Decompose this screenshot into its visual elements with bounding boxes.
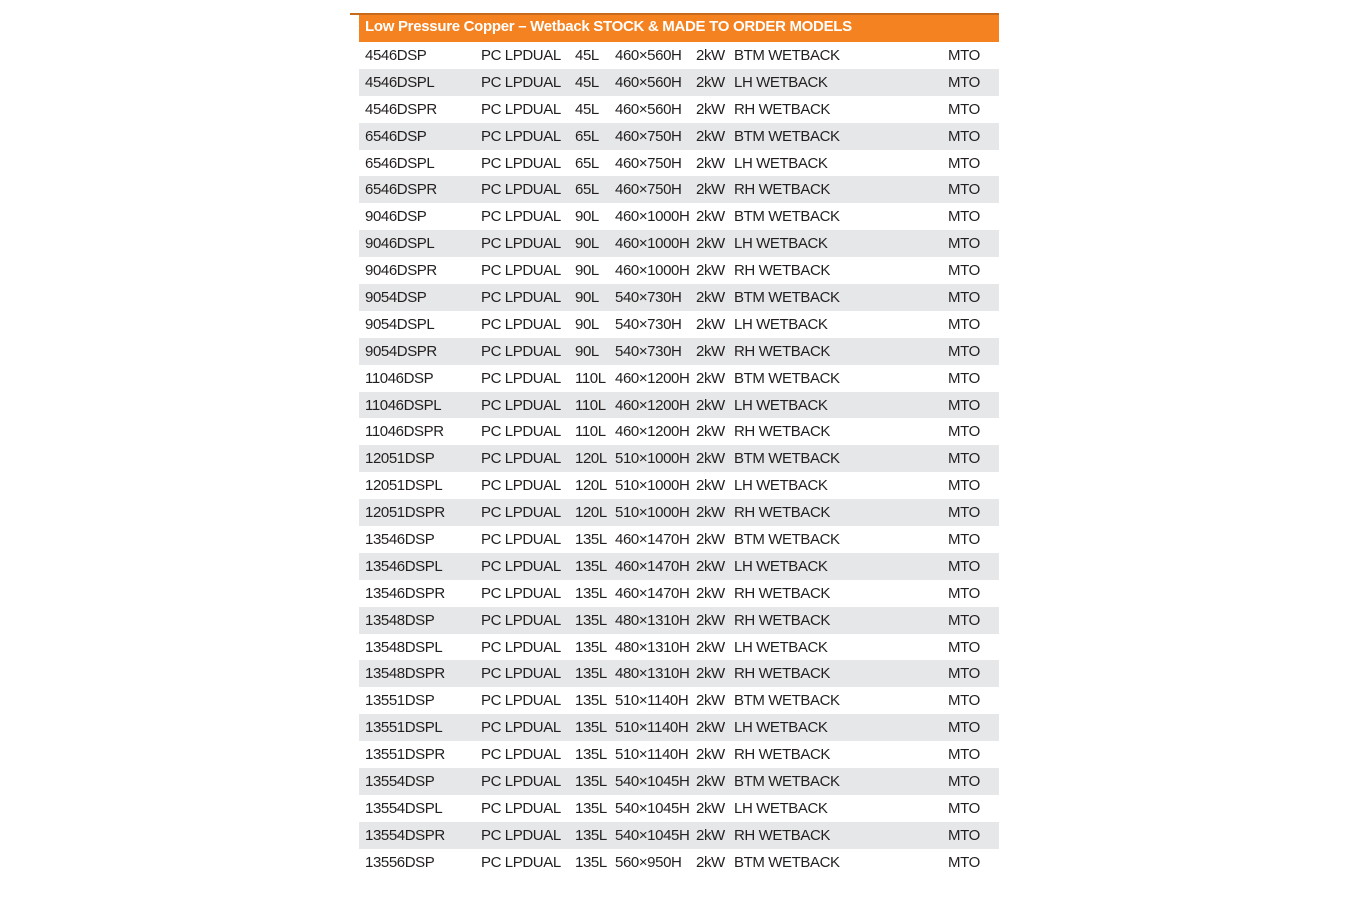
type-cell: LH WETBACK: [734, 315, 828, 333]
capacity-cell: 45L: [575, 73, 599, 91]
availability-cell: MTO: [948, 181, 980, 199]
model-cell: 13551DSPR: [365, 746, 445, 764]
dimensions-cell: 460×560H: [615, 73, 682, 91]
table-row: [359, 499, 999, 526]
dimensions-cell: 460×1470H: [615, 584, 690, 602]
type-cell: RH WETBACK: [734, 826, 831, 844]
power-cell: 2kW: [696, 638, 725, 656]
table-row: [359, 472, 999, 499]
series-cell: PC LPDUAL: [481, 746, 561, 764]
table-row: [359, 795, 999, 822]
availability-cell: MTO: [948, 853, 980, 871]
model-cell: 13556DSP: [365, 853, 435, 871]
table-row: [359, 553, 999, 580]
availability-cell: MTO: [948, 423, 980, 441]
dimensions-cell: 460×1000H: [615, 208, 690, 226]
series-cell: PC LPDUAL: [481, 504, 561, 522]
series-cell: PC LPDUAL: [481, 342, 561, 360]
capacity-cell: 90L: [575, 315, 599, 333]
power-cell: 2kW: [696, 181, 725, 199]
availability-cell: MTO: [948, 477, 980, 495]
table-row: [359, 822, 999, 849]
series-cell: PC LPDUAL: [481, 826, 561, 844]
type-cell: LH WETBACK: [734, 73, 828, 91]
availability-cell: MTO: [948, 262, 980, 280]
table-row: [359, 607, 999, 634]
series-cell: PC LPDUAL: [481, 154, 561, 172]
dimensions-cell: 460×1000H: [615, 262, 690, 280]
table-row: [359, 714, 999, 741]
table-body: [359, 42, 999, 876]
dimensions-cell: 480×1310H: [615, 611, 690, 629]
capacity-cell: 135L: [575, 773, 607, 791]
model-cell: 12051DSPR: [365, 504, 445, 522]
capacity-cell: 135L: [575, 826, 607, 844]
power-cell: 2kW: [696, 504, 725, 522]
model-cell: 9046DSP: [365, 208, 427, 226]
model-cell: 9046DSPR: [365, 262, 437, 280]
table-row: [359, 849, 999, 876]
dimensions-cell: 540×730H: [615, 342, 682, 360]
table-row: [359, 634, 999, 661]
capacity-cell: 90L: [575, 235, 599, 253]
capacity-cell: 135L: [575, 611, 607, 629]
type-cell: BTM WETBACK: [734, 531, 840, 549]
series-cell: PC LPDUAL: [481, 73, 561, 91]
availability-cell: MTO: [948, 584, 980, 602]
series-cell: PC LPDUAL: [481, 450, 561, 468]
model-cell: 13546DSP: [365, 531, 435, 549]
table-row: [359, 526, 999, 553]
model-cell: 13548DSP: [365, 611, 435, 629]
power-cell: 2kW: [696, 396, 725, 414]
dimensions-cell: 510×1140H: [615, 719, 689, 737]
availability-cell: MTO: [948, 611, 980, 629]
power-cell: 2kW: [696, 315, 725, 333]
series-cell: PC LPDUAL: [481, 531, 561, 549]
power-cell: 2kW: [696, 665, 725, 683]
series-cell: PC LPDUAL: [481, 235, 561, 253]
capacity-cell: 135L: [575, 531, 607, 549]
capacity-cell: 135L: [575, 853, 607, 871]
availability-cell: MTO: [948, 531, 980, 549]
availability-cell: MTO: [948, 773, 980, 791]
availability-cell: MTO: [948, 504, 980, 522]
series-cell: PC LPDUAL: [481, 557, 561, 575]
series-cell: PC LPDUAL: [481, 423, 561, 441]
model-cell: 11046DSPL: [365, 396, 442, 414]
power-cell: 2kW: [696, 477, 725, 495]
capacity-cell: 65L: [575, 127, 599, 145]
dimensions-cell: 460×1200H: [615, 369, 690, 387]
power-cell: 2kW: [696, 100, 725, 118]
availability-cell: MTO: [948, 638, 980, 656]
table-row: [359, 123, 999, 150]
availability-cell: MTO: [948, 396, 980, 414]
series-cell: PC LPDUAL: [481, 396, 561, 414]
series-cell: PC LPDUAL: [481, 289, 561, 307]
table-row: [359, 42, 999, 69]
availability-cell: MTO: [948, 557, 980, 575]
availability-cell: MTO: [948, 127, 980, 145]
table-row: [359, 176, 999, 203]
header-edge: [350, 15, 359, 42]
availability-cell: MTO: [948, 665, 980, 683]
type-cell: LH WETBACK: [734, 477, 828, 495]
type-cell: LH WETBACK: [734, 799, 828, 817]
type-cell: BTM WETBACK: [734, 853, 840, 871]
table-row: [359, 96, 999, 123]
dimensions-cell: 480×1310H: [615, 638, 690, 656]
type-cell: LH WETBACK: [734, 557, 828, 575]
capacity-cell: 135L: [575, 665, 607, 683]
table-row: [359, 580, 999, 607]
type-cell: RH WETBACK: [734, 423, 831, 441]
capacity-cell: 135L: [575, 746, 607, 764]
series-cell: PC LPDUAL: [481, 638, 561, 656]
model-cell: 11046DSPR: [365, 423, 444, 441]
dimensions-cell: 460×1470H: [615, 557, 690, 575]
availability-cell: MTO: [948, 369, 980, 387]
series-cell: PC LPDUAL: [481, 853, 561, 871]
table-row: [359, 203, 999, 230]
table-header: [350, 13, 999, 42]
type-cell: BTM WETBACK: [734, 289, 840, 307]
model-cell: 13548DSPL: [365, 638, 443, 656]
series-cell: PC LPDUAL: [481, 47, 561, 64]
model-cell: 13546DSPR: [365, 584, 445, 602]
availability-cell: MTO: [948, 450, 980, 468]
table-row: [359, 311, 999, 338]
power-cell: 2kW: [696, 773, 725, 791]
table-row: [359, 445, 999, 472]
capacity-cell: 110L: [575, 369, 606, 387]
capacity-cell: 135L: [575, 799, 607, 817]
type-cell: RH WETBACK: [734, 504, 831, 522]
power-cell: 2kW: [696, 262, 725, 280]
model-cell: 9054DSPL: [365, 315, 435, 333]
dimensions-cell: 540×730H: [615, 315, 682, 333]
product-table: [350, 13, 999, 876]
model-cell: 13554DSPL: [365, 799, 443, 817]
power-cell: 2kW: [696, 342, 725, 360]
model-cell: 13554DSPR: [365, 826, 445, 844]
table-row: [359, 687, 999, 714]
series-cell: PC LPDUAL: [481, 584, 561, 602]
capacity-cell: 90L: [575, 289, 599, 307]
table-row: [359, 257, 999, 284]
power-cell: 2kW: [696, 531, 725, 549]
type-cell: RH WETBACK: [734, 181, 831, 199]
type-cell: LH WETBACK: [734, 154, 828, 172]
model-cell: 11046DSP: [365, 369, 434, 387]
capacity-cell: 120L: [575, 477, 607, 495]
series-cell: PC LPDUAL: [481, 100, 561, 118]
dimensions-cell: 460×750H: [615, 127, 682, 145]
table-row: [359, 69, 999, 96]
dimensions-cell: 560×950H: [615, 853, 682, 871]
series-cell: PC LPDUAL: [481, 208, 561, 226]
model-cell: 13546DSPL: [365, 557, 443, 575]
power-cell: 2kW: [696, 799, 725, 817]
capacity-cell: 120L: [575, 504, 607, 522]
capacity-cell: 135L: [575, 719, 607, 737]
series-cell: PC LPDUAL: [481, 477, 561, 495]
capacity-cell: 90L: [575, 342, 599, 360]
dimensions-cell: 460×750H: [615, 181, 682, 199]
type-cell: BTM WETBACK: [734, 369, 840, 387]
power-cell: 2kW: [696, 826, 725, 844]
model-cell: 13551DSP: [365, 692, 435, 710]
model-cell: 9054DSP: [365, 289, 427, 307]
series-cell: PC LPDUAL: [481, 773, 561, 791]
availability-cell: MTO: [948, 826, 980, 844]
table-row: [359, 230, 999, 257]
type-cell: RH WETBACK: [734, 611, 831, 629]
type-cell: BTM WETBACK: [734, 692, 840, 710]
availability-cell: MTO: [948, 719, 980, 737]
dimensions-cell: 460×1200H: [615, 396, 690, 414]
model-cell: 9046DSPL: [365, 235, 435, 253]
capacity-cell: 110L: [575, 396, 606, 414]
power-cell: 2kW: [696, 208, 725, 226]
series-cell: PC LPDUAL: [481, 181, 561, 199]
power-cell: 2kW: [696, 746, 725, 764]
power-cell: 2kW: [696, 611, 725, 629]
power-cell: 2kW: [696, 557, 725, 575]
power-cell: 2kW: [696, 235, 725, 253]
dimensions-cell: 510×1140H: [615, 746, 689, 764]
availability-cell: MTO: [948, 692, 980, 710]
model-cell: 13554DSP: [365, 773, 435, 791]
dimensions-cell: 460×1000H: [615, 235, 690, 253]
series-cell: PC LPDUAL: [481, 262, 561, 280]
capacity-cell: 135L: [575, 692, 607, 710]
table-row: [359, 365, 999, 392]
availability-cell: MTO: [948, 154, 980, 172]
power-cell: 2kW: [696, 127, 725, 145]
power-cell: 2kW: [696, 369, 725, 387]
capacity-cell: 110L: [575, 423, 606, 441]
series-cell: PC LPDUAL: [481, 127, 561, 145]
capacity-cell: 135L: [575, 557, 607, 575]
dimensions-cell: 540×1045H: [615, 799, 690, 817]
capacity-cell: 65L: [575, 181, 599, 199]
dimensions-cell: 510×1000H: [615, 450, 690, 468]
power-cell: 2kW: [696, 719, 725, 737]
type-cell: BTM WETBACK: [734, 450, 840, 468]
type-cell: RH WETBACK: [734, 665, 831, 683]
type-cell: BTM WETBACK: [734, 773, 840, 791]
series-cell: PC LPDUAL: [481, 665, 561, 683]
dimensions-cell: 460×560H: [615, 100, 682, 118]
model-cell: 4546DSPL: [365, 73, 435, 91]
table-row: [359, 392, 999, 419]
availability-cell: MTO: [948, 746, 980, 764]
availability-cell: MTO: [948, 799, 980, 817]
table-row: [359, 660, 999, 687]
type-cell: BTM WETBACK: [734, 47, 840, 64]
capacity-cell: 45L: [575, 47, 599, 64]
capacity-cell: 45L: [575, 100, 599, 118]
type-cell: RH WETBACK: [734, 342, 831, 360]
model-cell: 12051DSPL: [365, 477, 443, 495]
model-cell: 13551DSPL: [365, 719, 443, 737]
series-cell: PC LPDUAL: [481, 369, 561, 387]
dimensions-cell: 540×1045H: [615, 826, 690, 844]
availability-cell: MTO: [948, 342, 980, 360]
power-cell: 2kW: [696, 47, 725, 64]
series-cell: PC LPDUAL: [481, 692, 561, 710]
dimensions-cell: 480×1310H: [615, 665, 690, 683]
model-cell: 4546DSP: [365, 47, 427, 64]
capacity-cell: 120L: [575, 450, 607, 468]
type-cell: LH WETBACK: [734, 638, 828, 656]
type-cell: RH WETBACK: [734, 746, 831, 764]
model-cell: 6546DSPR: [365, 181, 437, 199]
availability-cell: MTO: [948, 208, 980, 226]
model-cell: 9054DSPR: [365, 342, 437, 360]
model-cell: 6546DSP: [365, 127, 427, 145]
power-cell: 2kW: [696, 289, 725, 307]
availability-cell: MTO: [948, 100, 980, 118]
power-cell: 2kW: [696, 853, 725, 871]
availability-cell: MTO: [948, 315, 980, 333]
dimensions-cell: 510×1000H: [615, 504, 690, 522]
dimensions-cell: 540×1045H: [615, 773, 690, 791]
type-cell: RH WETBACK: [734, 100, 831, 118]
dimensions-cell: 540×730H: [615, 289, 682, 307]
table-row: [359, 418, 999, 445]
model-cell: 12051DSP: [365, 450, 435, 468]
series-cell: PC LPDUAL: [481, 611, 561, 629]
capacity-cell: 65L: [575, 154, 599, 172]
model-cell: 13548DSPR: [365, 665, 445, 683]
availability-cell: MTO: [948, 73, 980, 91]
table-row: [359, 284, 999, 311]
power-cell: 2kW: [696, 423, 725, 441]
dimensions-cell: 510×1000H: [615, 477, 690, 495]
series-cell: PC LPDUAL: [481, 799, 561, 817]
dimensions-cell: 460×750H: [615, 154, 682, 172]
table-row: [359, 150, 999, 177]
availability-cell: MTO: [948, 47, 980, 64]
series-cell: PC LPDUAL: [481, 719, 561, 737]
model-cell: 4546DSPR: [365, 100, 437, 118]
table-row: [359, 768, 999, 795]
table-row: [359, 338, 999, 365]
type-cell: RH WETBACK: [734, 262, 831, 280]
series-cell: PC LPDUAL: [481, 315, 561, 333]
dimensions-cell: 460×1200H: [615, 423, 690, 441]
type-cell: BTM WETBACK: [734, 208, 840, 226]
model-cell: 6546DSPL: [365, 154, 435, 172]
type-cell: RH WETBACK: [734, 584, 831, 602]
power-cell: 2kW: [696, 450, 725, 468]
table-title: Low Pressure Copper – Wetback STOCK & MADE TO ORDER MODELS: [365, 18, 852, 35]
type-cell: LH WETBACK: [734, 235, 828, 253]
table-row: [359, 741, 999, 768]
type-cell: BTM WETBACK: [734, 127, 840, 145]
power-cell: 2kW: [696, 584, 725, 602]
power-cell: 2kW: [696, 73, 725, 91]
availability-cell: MTO: [948, 235, 980, 253]
capacity-cell: 135L: [575, 584, 607, 602]
type-cell: LH WETBACK: [734, 396, 828, 414]
dimensions-cell: 510×1140H: [615, 692, 689, 710]
power-cell: 2kW: [696, 154, 725, 172]
power-cell: 2kW: [696, 692, 725, 710]
dimensions-cell: 460×1470H: [615, 531, 690, 549]
capacity-cell: 90L: [575, 208, 599, 226]
type-cell: LH WETBACK: [734, 719, 828, 737]
dimensions-cell: 460×560H: [615, 47, 682, 64]
capacity-cell: 90L: [575, 262, 599, 280]
availability-cell: MTO: [948, 289, 980, 307]
capacity-cell: 135L: [575, 638, 607, 656]
